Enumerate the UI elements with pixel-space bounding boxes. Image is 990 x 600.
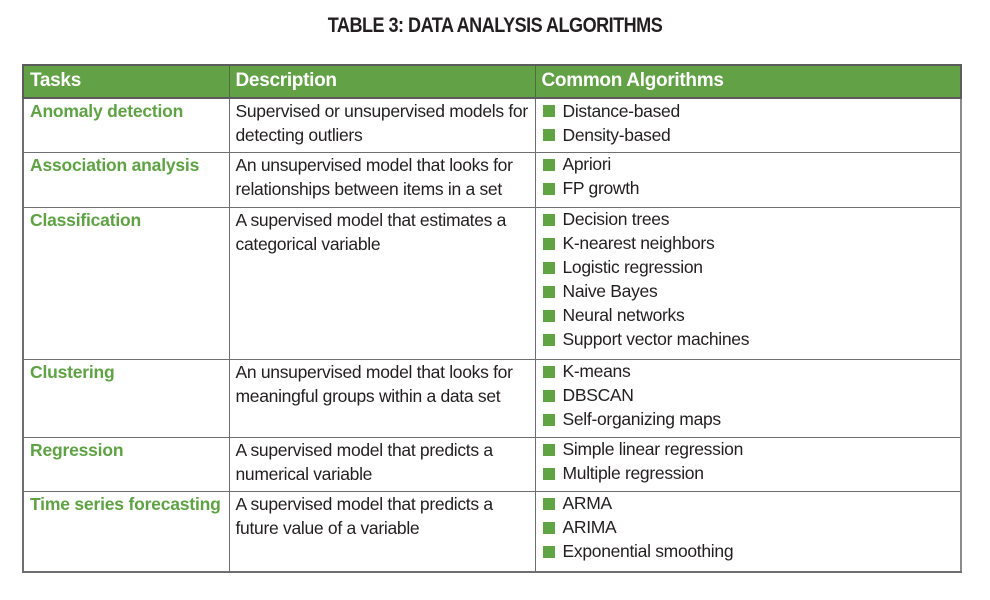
algorithm-label: Naive Bayes (562, 281, 658, 301)
square-bullet-icon (543, 238, 555, 250)
algorithm-label: Density-based (562, 124, 671, 145)
algorithm-item (543, 360, 955, 384)
algorithm-label: FP growth (562, 178, 640, 198)
square-bullet-icon (543, 498, 555, 510)
square-bullet-icon (543, 414, 555, 426)
algorithms-cell (535, 359, 961, 437)
square-bullet-icon (543, 546, 555, 558)
table-title: TABLE 3: DATA ANALYSIS ALGORITHMS (327, 14, 663, 37)
task-name: Time series forecasting (23, 491, 229, 572)
square-bullet-icon (543, 214, 555, 226)
algorithm-item (543, 516, 955, 540)
algorithm-item (543, 408, 955, 432)
square-bullet-icon (543, 159, 555, 171)
task-description: Supervised or unsupervised models for detecting outliers (229, 98, 535, 152)
algorithm-item (543, 540, 955, 564)
square-bullet-icon (543, 183, 555, 195)
square-bullet-icon (543, 286, 555, 298)
algorithm-label: Multiple regression (562, 463, 704, 483)
square-bullet-icon (543, 522, 555, 534)
header-tasks: Tasks (23, 65, 229, 98)
algorithm-item (543, 280, 955, 304)
task-description: A supervised model that estimates a categorical variable (229, 207, 535, 359)
algorithm-label: Apriori (562, 154, 611, 174)
algorithm-item (543, 256, 955, 280)
table-header-row (23, 65, 961, 98)
square-bullet-icon (543, 334, 555, 346)
header-description: Description (229, 65, 535, 98)
algorithm-list (542, 208, 955, 352)
table-row (23, 98, 961, 152)
square-bullet-icon (543, 310, 555, 322)
algorithm-list (542, 99, 955, 147)
algorithm-label: K-nearest neighbors (562, 233, 715, 253)
algorithm-list (542, 492, 955, 564)
algorithm-label: K-means (562, 361, 631, 381)
table-row (23, 437, 961, 491)
algorithm-label: Decision trees (562, 209, 670, 229)
table-row (23, 207, 961, 359)
algorithms-cell (535, 98, 961, 152)
task-name: Association analysis (23, 152, 229, 207)
square-bullet-icon (543, 366, 555, 378)
square-bullet-icon (543, 129, 555, 141)
algorithm-label: Self-organizing maps (562, 409, 721, 429)
algorithm-label: DBSCAN (562, 385, 634, 405)
table-row (23, 491, 961, 572)
algorithms-cell (535, 207, 961, 359)
algorithms-cell (535, 152, 961, 207)
table-row (23, 152, 961, 207)
table-row (23, 359, 961, 437)
algorithm-label: Neural networks (562, 305, 685, 325)
algorithm-item (543, 462, 955, 486)
algorithm-list (542, 153, 955, 201)
square-bullet-icon (543, 444, 555, 456)
algorithm-item (543, 177, 955, 201)
algorithm-item (543, 492, 955, 516)
algorithm-label: Exponential smoothing (562, 541, 734, 561)
algorithm-label: Distance-based (562, 100, 680, 121)
algorithm-item (543, 384, 955, 408)
task-name: Clustering (23, 359, 229, 437)
algorithm-item (543, 328, 955, 352)
square-bullet-icon (543, 390, 555, 402)
algorithm-label: ARMA (562, 493, 612, 513)
header-common-algorithms: Common Algorithms (535, 65, 961, 98)
algorithm-item (543, 304, 955, 328)
task-name: Anomaly detection (23, 98, 229, 152)
algorithm-list (542, 438, 955, 486)
algorithm-label: ARIMA (562, 517, 617, 537)
square-bullet-icon (543, 105, 555, 117)
algorithm-item (543, 438, 955, 462)
algorithm-list (542, 360, 955, 432)
algorithm-label: Simple linear regression (562, 439, 744, 459)
algorithm-label: Support vector machines (562, 329, 750, 349)
algorithm-item (543, 123, 955, 147)
algorithm-item (543, 153, 955, 177)
square-bullet-icon (543, 468, 555, 480)
task-name: Regression (23, 437, 229, 491)
algorithm-item (543, 99, 955, 123)
table-body (23, 98, 961, 572)
square-bullet-icon (543, 262, 555, 274)
algorithms-cell (535, 491, 961, 572)
algorithms-cell (535, 437, 961, 491)
algorithm-label: Logistic regression (562, 257, 703, 277)
algorithms-table (22, 64, 962, 573)
algorithm-item (543, 208, 955, 232)
task-description: A supervised model that predicts a future value of a variable (229, 491, 535, 572)
task-description: An unsupervised model that looks for relationships between items in a set (229, 152, 535, 207)
task-description: An unsupervised model that looks for meaningful groups within a data set (229, 359, 535, 437)
algorithm-item (543, 232, 955, 256)
task-description: A supervised model that predicts a numerical variable (229, 437, 535, 491)
task-name: Classification (23, 207, 229, 359)
